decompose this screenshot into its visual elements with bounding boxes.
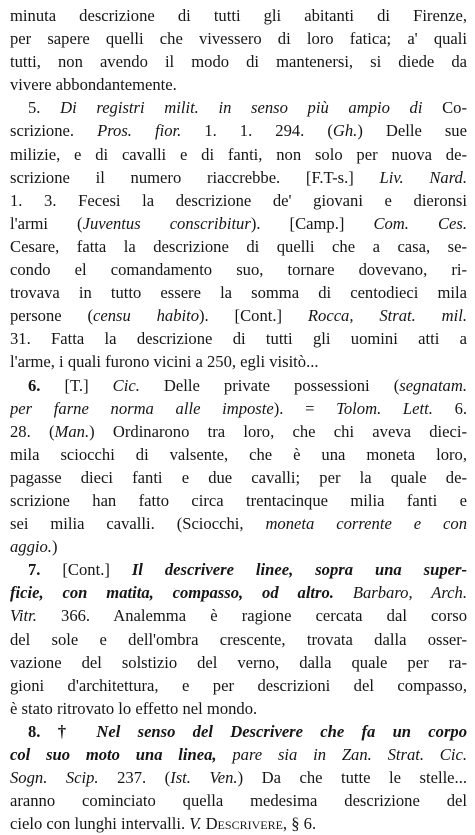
text-line	[10, 651, 467, 674]
text-segment: vivere abbondantemente.	[10, 75, 177, 95]
text-line	[10, 327, 467, 350]
text-line	[10, 489, 467, 512]
text-segment: ). [Cont.]	[199, 306, 308, 326]
text-line	[10, 27, 467, 50]
text-segment: pare sia in Zan. Strat. Cic.	[232, 745, 467, 764]
text-line	[10, 281, 467, 304]
text-segment: Man.	[54, 421, 90, 441]
text-line	[10, 420, 467, 443]
text-segment: ficie, con matita, compasso, od altro.	[10, 583, 334, 603]
text-line	[10, 212, 467, 235]
text-segment: ). =	[273, 398, 337, 418]
text-segment: Descrivere	[205, 814, 283, 834]
text-line	[10, 4, 467, 27]
text-segment: persone (	[10, 306, 93, 326]
text-segment: ) Da che tutte le stelle...	[237, 768, 467, 788]
text-segment: Ist. Ven.	[170, 768, 238, 788]
text-line	[10, 143, 467, 166]
text-line	[10, 50, 467, 73]
text-segment: 28. (	[10, 421, 55, 441]
text-segment: aranno cominciato quella medesima descrizione del	[10, 791, 467, 811]
text-line	[10, 304, 467, 327]
text-line	[10, 674, 467, 697]
text-segment: 237. (	[98, 768, 171, 788]
text-segment: )	[51, 537, 58, 557]
text-segment: pagasse dieci fanti e due cavalli; per la quale de-	[10, 467, 467, 487]
text-segment: Barbaro, Arch.	[352, 583, 467, 603]
text-segment: Sogn. Scip.	[10, 768, 99, 788]
text-line	[10, 166, 467, 189]
text-segment: Delle private possessioni (	[139, 375, 400, 395]
text-line	[10, 119, 467, 142]
text-segment: sei milia cavalli. (Sciocchi,	[10, 514, 266, 534]
text-line	[10, 535, 467, 558]
text-segment: Vitr.	[10, 606, 37, 626]
text-line	[10, 697, 467, 720]
text-segment: 366. Analemma è ragione cercata dal corso	[36, 606, 467, 626]
text-segment: ). [Camp.]	[250, 213, 374, 233]
text-segment: Co-	[422, 98, 467, 118]
text-segment: cielo con lunghi intervalli.	[10, 814, 190, 834]
text-segment: 7.	[28, 560, 63, 580]
text-line	[10, 743, 467, 766]
text-segment: Nel senso del Descrivere che fa un corpo	[96, 721, 467, 741]
text-segment: ) Delle sue	[357, 121, 467, 141]
text-segment: scrizione il numero riaccrebbe. [F.T-s.]	[10, 167, 380, 187]
text-segment: 8. †	[28, 721, 97, 741]
text-segment: Cesare, fatta la descrizione di quelli che a casa, se-	[10, 236, 467, 256]
text-segment: Liv. Nard.	[379, 167, 467, 187]
text-segment: scrizione han fatto circa trentacinque milia fanti e	[10, 490, 467, 510]
text-line	[10, 512, 467, 535]
text-line	[10, 628, 467, 651]
text-segment: del sole e dell'ombra crescente, trovata dalla osser-	[10, 629, 467, 649]
text-segment: 31. Fatta la descrizione di tutti gli uomini atti a	[10, 329, 467, 349]
text-line	[10, 258, 467, 281]
text-segment: ) Ordinarono tra loro, che chi aveva dieci-	[89, 421, 467, 441]
text-segment: 5.	[28, 98, 61, 118]
text-segment	[334, 583, 353, 602]
text-segment: milizie, e di cavalli e di fanti, non solo per nuova de-	[10, 144, 467, 164]
text-line	[10, 443, 467, 466]
text-line	[10, 581, 467, 604]
text-segment: per sapere quelli che vivessero di loro fatica; a' quali	[10, 29, 467, 49]
text-line	[10, 720, 467, 743]
text-segment: Tolom. Lett.	[336, 398, 433, 418]
text-segment: 6.	[432, 398, 467, 418]
text-line	[10, 374, 467, 397]
text-segment: 1. 1. 294. (	[181, 121, 333, 141]
text-segment	[217, 745, 233, 764]
text-segment: tutti, non avendo il modo di mantenersi, si diede da	[10, 52, 467, 72]
text-segment: segnatam.	[399, 375, 467, 395]
text-line	[10, 466, 467, 489]
text-line	[10, 558, 467, 581]
text-segment: Rocca, Strat. mil.	[307, 306, 467, 326]
text-line	[10, 397, 467, 420]
text-segment: , § 6.	[282, 814, 317, 834]
text-segment: [Cont.]	[62, 560, 132, 580]
text-segment: [T.]	[64, 375, 113, 395]
text-line	[10, 73, 467, 96]
text-segment: Juventus conscribitur	[82, 213, 251, 233]
text-segment: l'armi (	[10, 213, 83, 233]
text-line	[10, 789, 467, 812]
text-segment: col suo moto una linea,	[10, 745, 217, 764]
text-line	[10, 189, 467, 212]
text-segment: scrizione.	[10, 121, 98, 141]
text-segment: Di registri milit. in senso più ampio di	[60, 98, 423, 118]
text-segment: trovava in tutto essere la somma di centodieci mila	[10, 283, 467, 303]
text-segment: minuta descrizione di tutti gli abitanti di Firenze,	[10, 6, 467, 25]
text-line	[10, 350, 467, 373]
text-segment: Gh.	[332, 121, 358, 141]
text-segment: Il descrivere linee, sopra una super-	[131, 560, 467, 580]
text-line	[10, 96, 467, 119]
text-segment: l'arme, i quali furono vicini a 250, egli visitò...	[10, 352, 319, 372]
text-line	[10, 604, 467, 627]
text-segment: Pros. fior.	[97, 121, 182, 141]
text-line	[10, 812, 467, 835]
text-segment: 6.	[28, 375, 65, 395]
text-segment: vazione del solstizio del verno, dalla quale per ra-	[10, 652, 467, 672]
text-segment: Cic.	[112, 375, 140, 395]
text-segment: per farne norma alle imposte	[10, 398, 274, 418]
text-segment: moneta corrente e con	[265, 514, 467, 534]
text-segment: V.	[189, 814, 202, 834]
text-segment: censu habito	[92, 306, 200, 326]
text-segment: gioni d'architettura, e per descrizioni del compasso,	[10, 675, 467, 695]
text-segment: 1. 3. Fecesi la descrizione de' giovani e dieronsi	[10, 190, 467, 210]
text-segment: aggio.	[10, 537, 52, 557]
text-segment: è stato ritrovato lo effetto nel mondo.	[10, 698, 258, 718]
text-segment: Com. Ces.	[373, 213, 467, 233]
text-line	[10, 235, 467, 258]
text-segment: condo el comandamento suo, tornare dovevano, ri-	[10, 260, 467, 280]
text-segment: mila sciocchi di valsente, che è una moneta loro,	[10, 444, 467, 464]
